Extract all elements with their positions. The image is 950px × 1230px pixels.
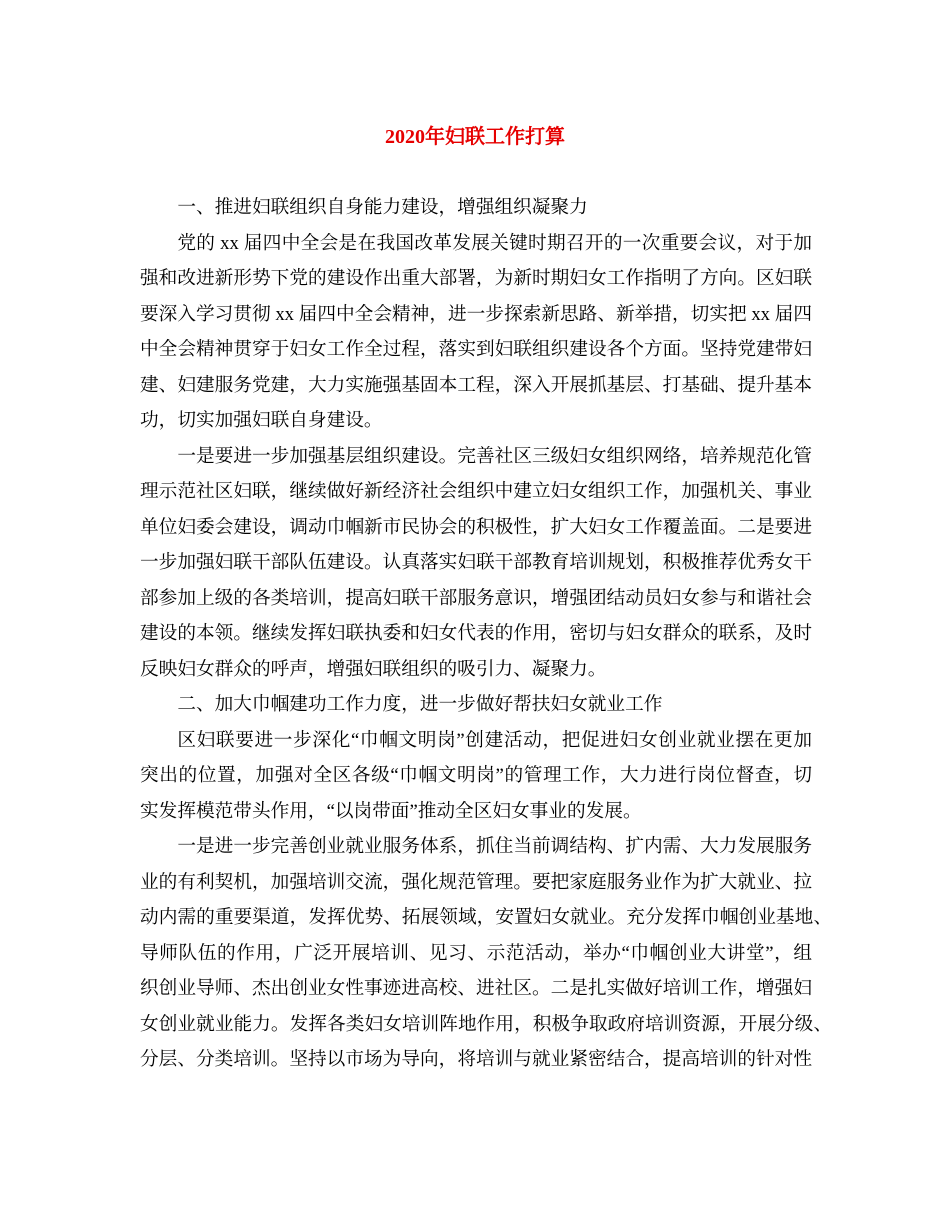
section-heading (140, 190, 812, 226)
text-line: 一是进一步完善创业就业服务体系，抓住当前调结构、扩内需、大力发展服务 (177, 836, 812, 857)
paragraph (140, 723, 812, 830)
text-line: 强和改进新形势下党的建设作出重大部署，为新时期妇女工作指明了方向。区妇联 (140, 268, 812, 289)
text-line: 单位妇委会建设，调动巾帼新市民协会的积极性，扩大妇女工作覆盖面。二是要进 (140, 516, 812, 538)
paragraph (140, 226, 812, 439)
text-line: 党的 xx 届四中全会是在我国改革发展关键时期召开的一次重要会议，对于加 (177, 232, 812, 254)
text-line: 女创业就业能力。发挥各类妇女培训阵地作用，积极争取政府培训资源，开展分级、 (140, 1013, 832, 1035)
text-line: 动内需的重要渠道，发挥优势、拓展领域，安置妇女就业。充分发挥巾帼创业基地、 (140, 907, 832, 928)
text-line: 反映妇女群众的呼声，增强妇联组织的吸引力、凝聚力。 (140, 658, 607, 680)
text-line: 理示范社区妇联，继续做好新经济社会组织中建立妇女组织工作，加强机关、事业 (140, 481, 812, 502)
text-line: 建、妇建服务党建，大力实施强基固本工程，深入开展抓基层、打基础、提升基本 (140, 374, 812, 396)
text-line: 功，切实加强妇联自身建设。 (140, 410, 383, 431)
text-line: 分层、分类培训。坚持以市场为导向，将培训与就业紧密结合，提高培训的针对性 (140, 1049, 812, 1070)
text-line: 实发挥模范带头作用，“以岗带面”推动全区妇女事业的发展。 (140, 800, 642, 822)
text-line: 织创业导师、杰出创业女性事迹进高校、进社区。二是扎实做好培训工作，增强妇 (140, 978, 812, 999)
text-line: 二、加大巾帼建功工作力度，进一步做好帮扶妇女就业工作 (177, 694, 663, 715)
text-line: 导师队伍的作用，广泛开展培训、见习、示范活动，举办“巾帼创业大讲堂”，组 (140, 942, 812, 964)
text-line: 一、推进妇联组织自身能力建设，增强组织凝聚力 (177, 197, 588, 218)
text-line: 一步加强妇联干部队伍建设。认真落实妇联干部教育培训规划，积极推荐优秀女干 (140, 552, 812, 573)
document-title: 2020年妇联工作打算 (385, 126, 565, 148)
text-line: 突出的位置，加强对全区各级“巾帼文明岗”的管理工作，大力进行岗位督查，切 (140, 765, 812, 786)
text-line: 一是要进一步加强基层组织建设。完善社区三级妇女组织网络，培养规范化管 (177, 445, 812, 467)
text-line: 区妇联要进一步深化“巾帼文明岗”创建活动，把促进妇女创业就业摆在更加 (177, 729, 812, 751)
text-line: 要深入学习贯彻 xx 届四中全会精神，进一步探索新思路、新举措，切实把 xx 届四 (140, 303, 812, 325)
paragraph (140, 439, 812, 688)
section-heading (140, 687, 812, 723)
text-line: 建设的本领。继续发挥妇联执委和妇女代表的作用，密切与妇女群众的联系，及时 (140, 623, 812, 644)
document-body (140, 190, 832, 1078)
paragraph (140, 829, 832, 1078)
text-line: 中全会精神贯穿于妇女工作全过程，落实到妇联组织建设各个方面。坚持党建带妇 (140, 339, 812, 360)
text-line: 部参加上级的各类培训，提高妇联干部服务意识，增强团结动员妇女参与和谐社会 (140, 587, 812, 609)
text-line: 业的有利契机，加强培训交流，强化规范管理。要把家庭服务业作为扩大就业、拉 (140, 871, 812, 893)
